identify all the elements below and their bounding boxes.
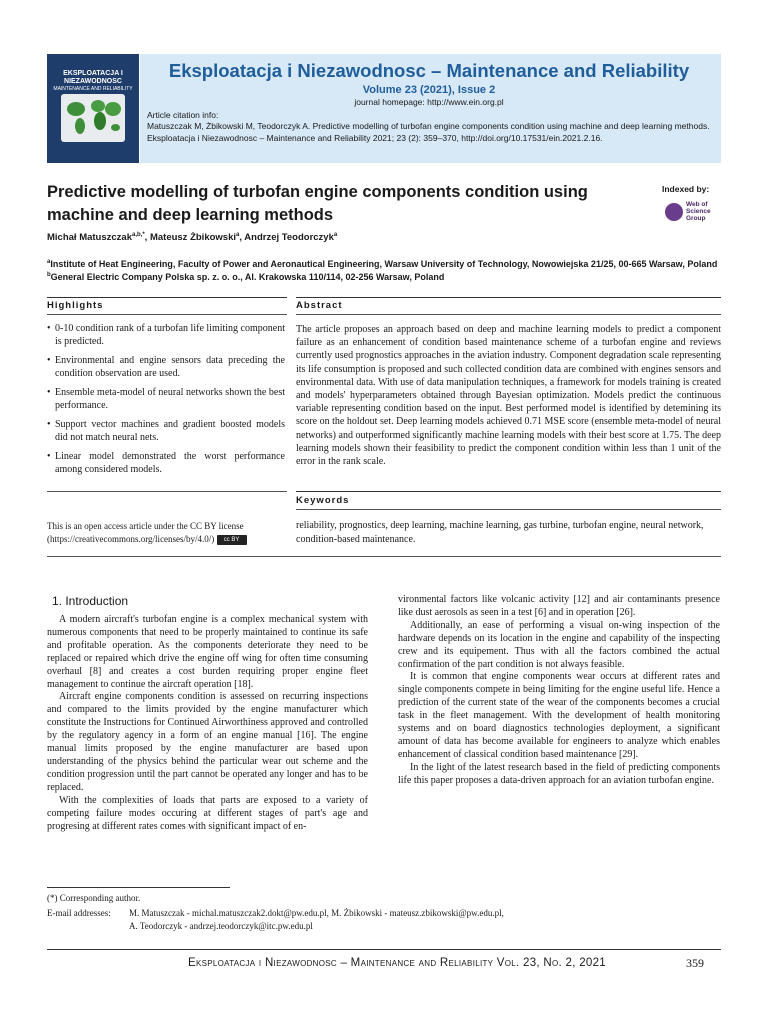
logo-text: Web of Science Group [686,201,711,222]
keywords-heading: Keywords [296,495,350,506]
volume-issue: Volume 23 (2021), Issue 2 [362,84,496,96]
author-name: Mateusz Żbikowski [149,232,237,243]
author-name: Michał Matuszczak [47,232,132,243]
section-heading: 1. Introduction [52,594,129,608]
footnote-divider [47,887,230,888]
affiliation-text: Institute of Heat Engineering, Faculty of Power and Aeronautical Engineering, Warsaw University of Technology, Nowowiejska 21/25, 00-665 Warsaw, Poland [50,259,718,269]
cover-title: EKSPLOATACJA I NIEZAWODNOSC [63,70,123,85]
article-title: Predictive modelling of turbofan engine components condition using machine and deep learning methods [47,183,588,224]
affiliation-mark: b [47,272,51,278]
globe-icon [665,203,683,221]
email-label: E-mail addresses: [47,908,111,918]
author-name: Andrzej Teodorczyk [244,232,334,243]
indexed-by-label: Indexed by: [662,184,710,194]
author-affiliation-mark: a [236,231,240,238]
body-column-right [398,594,720,788]
affiliation-b [47,272,444,282]
email-line[interactable]: A. Teodorczyk - andrzej.teodorczyk@itc.pw.edu.pl [129,920,313,931]
body-paragraph: vironmental factors like volcanic activity [12] and air contaminants presence like dust aerosols as seen in a test [6] and in operation [26]. [398,594,720,618]
highlight-item: • Support vector machines and gradient boosted models did not match neural nets. [47,418,285,444]
footer-divider [47,949,721,950]
body-paragraph: Additionally, an ease of performing a visual on-wing inspection of the hardware depends on its location in the engine and capability of the inspecting crew and its equipement. Thus with all the factors combined the actual confirmation of the part condition is not always feasible. [398,619,720,670]
divider [47,314,287,315]
license-notice [47,520,287,546]
highlight-item: • Environmental and engine sensors data preceding the condition observation are used. [47,354,285,380]
highlight-item: • Ensemble meta-model of neural networks shown the best performance. [47,386,285,412]
web-of-science-logo [665,200,715,226]
author-list: Michał Matuszczak$^{a,b,*}$, Mateusz Żbikowski$^a$, Andrzej Teodorczyk$^a$ [47,231,338,243]
body-column-left [47,614,368,833]
author-affiliation-mark: a [333,231,338,238]
journal-cover-image [47,54,139,163]
body-paragraph: Aircraft engine components condition is assessed on recurring inspections and compared to the limits provided by the engine manufacturer which constitute the Instructions for Continued Airworthiness approved and controlled by the regulatory agency in a form of an engine manual [16]. The engine manual limits proposed by the engine manufacturer are based upon understanding of the physics behind the particular wear out scheme and the condition progression until the part cannot be operated any longer and has to be replaced. [47,691,368,793]
divider [296,314,721,315]
divider [296,491,721,492]
journal-header [140,54,721,163]
author-affiliation-mark: a,b,* [132,231,145,238]
body-paragraph: A modern aircraft's turbofan engine is a complex mechanical system with numerous components that need to be properly maintained to continue its safe and profitable operation. As the components deteriorate they need to be replaced or repaired which drive the engine off wing for often time consuming overhaul [8] and creates a cost burden requiring proper engine fleet management to continue the aircraft operation [18]. [47,614,368,690]
citation-label: Article citation info: [147,110,219,120]
footer-journal-info: Eksploatacja i Niezawodnosc – Maintenance and Reliability Vol. 23, No. 2, 2021 [188,957,607,969]
journal-title: Eksploatacja i Niezawodnosc – Maintenance and Reliability [168,60,690,81]
abstract-heading: Abstract [296,300,343,311]
affiliation-text: General Electric Company Polska sp. z. o. o., Al. Krakowska 110/114, 02-256 Warsaw, Poland [50,272,445,282]
cover-subtitle: MAINTENANCE AND RELIABILITY [53,86,133,92]
divider [47,491,287,492]
highlights-list [47,322,285,482]
body-paragraph: With the complexities of loads that parts are exposed to a variety of competing failure modes occuring at different stages of part's age and progresing at different rates comes with significant impact of en- [47,794,368,832]
page-number: 359 [686,956,704,970]
divider [47,556,721,557]
highlights-heading: Highlights [47,300,104,311]
body-paragraph: It is common that engine components wear occurs at different rates and single components compete in being limiting for the engine useful life. Hence a prediction of the current state of the wear of the components becomes a crucial task in the fleet management. With the development of health monitoring systems and on board diagnostics technologies deployment, a significant amount of data has become available for engineers to analyze which enables enhancement of classical condition based maintenance [29]. [398,671,720,760]
affiliation-a [47,259,717,269]
highlight-item: • 0-10 condition rank of a turbofan life limiting component is predicted. [47,322,285,348]
license-text[interactable]: This is an open access article under the CC BY license (https://creativecommons.org/licenses/by/4.0/) [47,521,244,544]
keywords-text: reliability, prognostics, deep learning, machine learning, gas turbine, turbofan engine, neural network, condition-based maintenance. [296,520,704,545]
citation-text: Matuszczak M, Żbikowski M, Teodorczyk A. Predictive modelling of turbofan engine components condition using machine and deep learning methods. Eksploatacja i Niezawodnosc – Maintenance and Reliability 2021; 23 (2): 359–370, http://doi.org/10.17531/ein.2021.2.16. [147,121,710,143]
abstract-text: The article proposes an approach based on deep and machine learning models to predict a component failure as an enhancement of condition based maintenance scheme of a turbofan engine and reviews currently used prognostics approaches in the aviation industry. Component degradation scale representing its life consumption is proposed and such collected condition data are combined with engines sensors and environmental data. With use of data manipulation techniques, a framework for models training is created and models' hyperparameters obtained through Bayesian optimization. Models predict the continuous variable representing condition based on the input. Best performed model is identified by detemining its score on the holdout set. Deep learning models achieved 0.71 MSE score (ensemble meta-model of neural networks) and outperformed significantly machine learning models with their best score at 1.75. The deep learning models shown their feasibility to predict the component condition within less than 1 unit of the error in the rank scale. [296,324,721,468]
divider [47,297,287,298]
cover-world-map [61,94,125,142]
email-addresses [47,907,504,932]
corresponding-author-note: (*) Corresponding author. [47,893,141,903]
journal-homepage-link[interactable]: journal homepage: http://www.ein.org.pl [354,97,504,107]
divider [296,297,721,298]
cc-by-badge-icon: cc BY [217,535,247,545]
body-paragraph: In the light of the latest research based in the field of predicting components life this paper proposes a data-driven approach for an aviation turbofan engine. [398,761,720,786]
affiliation-mark: a [47,259,51,265]
divider [296,509,721,510]
email-line[interactable]: M. Matuszczak - michal.matuszczak2.dokt@pw.edu.pl, M. Żbikowski - mateusz.zbikowski@pw.edu.pl, [129,908,504,918]
highlight-item: • Linear model demonstrated the worst performance among considered models. [47,450,285,476]
